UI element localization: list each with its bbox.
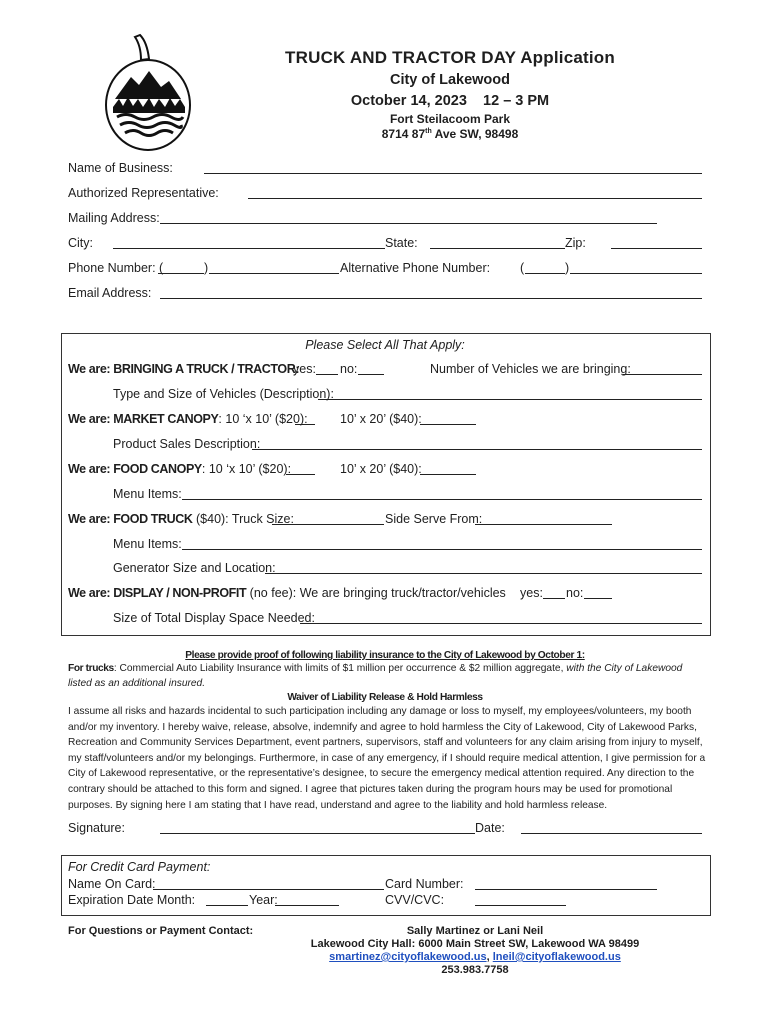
truck-no-field[interactable] xyxy=(358,374,384,375)
cvv-field[interactable] xyxy=(475,905,566,906)
questions-label: For Questions or Payment Contact: xyxy=(68,925,254,937)
food-canopy-row: We are: FOOD CANOPY: 10 ‘x 10’ ($20): xyxy=(68,462,292,476)
market-10x20-label: 10’ x 20’ ($40): xyxy=(340,412,422,426)
name-on-card-label: Name On Card: xyxy=(68,877,156,891)
display-yes-field[interactable] xyxy=(543,598,565,599)
business-name-field[interactable] xyxy=(204,173,702,174)
email-link-smartinez[interactable]: smartinez@cityoflakewood.us xyxy=(329,951,487,963)
city-label: City: xyxy=(68,236,93,250)
truck-yes-label: yes: xyxy=(293,362,316,376)
city-hall-address: Lakewood City Hall: 6000 Main Street SW, Lakewood WA 98499 xyxy=(310,938,640,950)
market-canopy-row: We are: MARKET CANOPY: 10 ‘x 10’ ($20): xyxy=(68,412,308,426)
display-no-field[interactable] xyxy=(584,598,612,599)
authorized-rep-field[interactable] xyxy=(248,198,702,199)
vehicle-count-label: Number of Vehicles we are bringing: xyxy=(430,362,631,376)
cvv-label: CVV/CVC: xyxy=(385,893,445,907)
side-serve-label: Side Serve From: xyxy=(385,512,483,526)
alt-phone-open-paren: ( xyxy=(520,261,525,275)
city-field[interactable] xyxy=(113,248,385,249)
phone-close-paren: ) xyxy=(204,261,209,275)
expiration-year-field[interactable] xyxy=(275,905,339,906)
display-space-label: Size of Total Display Space Needed: xyxy=(113,611,315,625)
card-number-label: Card Number: xyxy=(385,877,464,891)
state-field[interactable] xyxy=(430,248,565,249)
vehicle-description-field[interactable] xyxy=(318,399,702,400)
expiration-month-label: Expiration Date Month: xyxy=(68,893,196,907)
expiration-month-field[interactable] xyxy=(206,905,248,906)
waiver-heading: Waiver of Liability Release & Hold Harmless xyxy=(287,692,483,703)
card-number-field[interactable] xyxy=(475,889,657,890)
insurance-trucks-line: For trucks: Commercial Auto Liability Insurance with limits of $1 million per occurrence & $2 million aggregate, with the City of Lakewood xyxy=(68,663,683,674)
contact-phone: 253.983.7758 xyxy=(441,964,509,976)
product-description-field[interactable] xyxy=(252,449,702,450)
name-on-card-field[interactable] xyxy=(153,889,384,890)
email-field[interactable] xyxy=(160,298,702,299)
product-description-label: Product Sales Description: xyxy=(113,437,261,451)
food-canopy-10x20-field[interactable] xyxy=(420,474,476,475)
event-address: 8714 87th Ave SW, 98498 xyxy=(381,127,519,141)
insurance-additional-insured: listed as an additional insured. xyxy=(68,678,206,689)
side-serve-field[interactable] xyxy=(475,524,612,525)
alt-phone-close-paren: ) xyxy=(565,261,570,275)
mailing-address-field[interactable] xyxy=(160,223,657,224)
food-truck-menu-items-field[interactable] xyxy=(182,549,702,550)
expiration-year-label: Year: xyxy=(249,893,278,907)
phone-label: Phone Number: ( xyxy=(68,261,164,275)
display-no-label: no: xyxy=(566,586,584,600)
signature-date-label: Date: xyxy=(475,821,505,835)
market-10x10-field[interactable] xyxy=(295,424,315,425)
alt-phone-area-code-field[interactable] xyxy=(525,273,565,274)
zip-label: Zip: xyxy=(565,236,586,250)
pumpkin-mountain-logo xyxy=(103,33,195,155)
vehicle-description-label: Type and Size of Vehicles (Description): xyxy=(113,387,334,401)
signature-label: Signature: xyxy=(68,821,125,835)
generator-field[interactable] xyxy=(265,573,702,574)
phone-area-code-field[interactable] xyxy=(158,273,204,274)
city-name: City of Lakewood xyxy=(389,72,511,88)
truck-size-field[interactable] xyxy=(272,524,384,525)
food-canopy-10x10-field[interactable] xyxy=(286,474,315,475)
truck-tractor-label: We are: BRINGING A TRUCK / TRACTOR: xyxy=(68,362,300,376)
display-nonprofit-row: We are: DISPLAY / NON-PROFIT (no fee): We are bringing truck/tractor/vehicles xyxy=(68,586,506,600)
food-truck-menu-items-label: Menu Items: xyxy=(113,537,182,551)
business-name-label: Name of Business: xyxy=(68,161,173,175)
display-yes-label: yes: xyxy=(520,586,543,600)
authorized-rep-label: Authorized Representative: xyxy=(68,186,219,200)
market-10x20-field[interactable] xyxy=(420,424,476,425)
event-venue: Fort Steilacoom Park xyxy=(389,112,511,126)
insurance-heading: Please provide proof of following liability insurance to the City of Lakewood by October 1: xyxy=(185,650,585,661)
menu-items-field[interactable] xyxy=(182,499,702,500)
truck-yes-field[interactable] xyxy=(316,374,338,375)
contact-names: Sally Martinez or Lani Neil xyxy=(406,925,544,937)
truck-no-label: no: xyxy=(340,362,358,376)
email-label: Email Address: xyxy=(68,286,152,300)
food-canopy-10x20-label: 10’ x 20’ ($40): xyxy=(340,462,422,476)
payment-heading: For Credit Card Payment: xyxy=(68,860,211,874)
zip-field[interactable] xyxy=(611,248,702,249)
phone-number-field[interactable] xyxy=(209,273,339,274)
signature-date-field[interactable] xyxy=(521,833,702,834)
state-label: State: xyxy=(385,236,418,250)
contact-emails: smartinez@cityoflakewood.us, lneil@cityoflakewood.us xyxy=(329,951,621,963)
display-space-field[interactable] xyxy=(300,623,702,624)
mailing-address-label: Mailing Address: xyxy=(68,211,160,225)
options-heading: Please Select All That Apply: xyxy=(305,338,465,352)
food-truck-row: We are: FOOD TRUCK ($40): Truck Size: xyxy=(68,512,294,526)
alt-phone-label: Alternative Phone Number: xyxy=(340,261,491,275)
email-link-lneil[interactable]: lneil@cityoflakewood.us xyxy=(492,951,621,963)
waiver-body: I assume all risks and hazards incidental to such participation including any damage or loss to myself, my employees/volunteers, my booth and/or my inventory. I hereby waive, release, absolve, indemnify and agree to hold harmless the City of Lakewood, City of Lakewood Parks, Recreation and Community Services Department, event partners, supervisors, staff and volunteers for any claim arising from injury to myself, my staff/volunteers and/or my belongings. Furthermore, in case of any emergency, if I should require medical attention, I give permission for a City of Lakewood representative, or the representative’s designee, to secure the emergency medical attention required. Any direction to the contrary should be attached to this form and signed. I agree that pictures taken during the program hours may be used for promotional purposes. By signing here I am stating that I have read, understand and agree to the liability and hold harmless release. xyxy=(68,706,706,811)
vehicle-count-field[interactable] xyxy=(623,374,702,375)
signature-field[interactable] xyxy=(160,833,475,834)
generator-label: Generator Size and Location: xyxy=(113,561,276,575)
menu-items-label: Menu Items: xyxy=(113,487,182,501)
alt-phone-number-field[interactable] xyxy=(570,273,702,274)
form-title: TRUCK AND TRACTOR DAY Application xyxy=(285,48,615,67)
event-date-time: October 14, 2023 12 – 3 PM xyxy=(350,93,550,109)
